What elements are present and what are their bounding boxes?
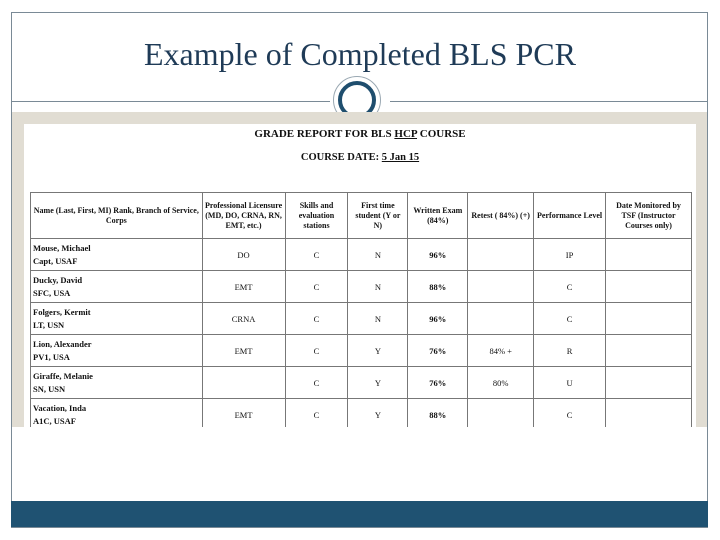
student-name: Mouse, Michael	[33, 242, 91, 253]
cell-written-exam: 76%	[408, 367, 468, 399]
cell-skills: C	[285, 367, 348, 399]
header-written-exam: Written Exam (84%)	[408, 193, 468, 239]
cell-date-monitored	[606, 239, 692, 271]
cell-name	[31, 399, 203, 428]
cell-written-exam: 88%	[408, 271, 468, 303]
cell-retest	[468, 399, 534, 428]
cell-licensure: CRNA	[202, 303, 285, 335]
grade-report-document	[24, 124, 696, 427]
table-row	[31, 271, 692, 303]
student-name: Lion, Alexander	[33, 338, 92, 349]
table-row	[31, 335, 692, 367]
cell-skills: C	[285, 271, 348, 303]
slide-title: Example of Completed BLS PCR	[144, 36, 576, 72]
cell-date-monitored	[606, 271, 692, 303]
grade-table	[30, 192, 692, 427]
cell-name	[31, 303, 203, 335]
cell-retest	[468, 303, 534, 335]
cell-name	[31, 271, 203, 303]
report-heading-hcp: HCP	[394, 128, 418, 140]
report-heading	[24, 128, 696, 140]
header-licensure: Professional Licensure (MD, DO, CRNA, RN, EMT, etc.)	[202, 193, 285, 239]
header-performance: Performance Level	[534, 193, 606, 239]
student-rank: LT, USN	[33, 319, 65, 330]
cell-date-monitored	[606, 335, 692, 367]
cell-retest	[468, 239, 534, 271]
course-date-value: 5 Jan 15	[381, 152, 420, 163]
student-rank: A1C, USAF	[33, 415, 76, 426]
student-name: Ducky, David	[33, 274, 83, 285]
student-rank: SFC, USA	[33, 287, 71, 298]
cell-first-time: N	[348, 239, 408, 271]
cell-name	[31, 335, 203, 367]
table-row	[31, 399, 692, 428]
header-name: Name (Last, First, MI) Rank, Branch of Service, Corps	[31, 193, 203, 239]
cell-skills: C	[285, 239, 348, 271]
table-row	[31, 303, 692, 335]
report-heading-prefix: GRADE REPORT FOR BLS	[254, 128, 395, 140]
cell-skills: C	[285, 399, 348, 428]
cell-first-time: Y	[348, 335, 408, 367]
cell-written-exam: 88%	[408, 399, 468, 428]
cell-retest	[468, 271, 534, 303]
cell-written-exam: 76%	[408, 335, 468, 367]
cell-written-exam: 96%	[408, 303, 468, 335]
table-header-row	[31, 193, 692, 239]
cell-name	[31, 367, 203, 399]
cell-retest: 84% +	[468, 335, 534, 367]
student-rank: PV1, USA	[33, 351, 70, 362]
cell-licensure: EMT	[202, 271, 285, 303]
student-rank: Capt, USAF	[33, 255, 78, 266]
student-name: Giraffe, Melanie	[33, 370, 93, 381]
cell-skills: C	[285, 303, 348, 335]
header-retest: Retest ( 84%) (+)	[468, 193, 534, 239]
cell-performance: U	[534, 367, 606, 399]
report-heading-suffix: COURSE	[417, 128, 466, 140]
course-date-line	[24, 152, 696, 163]
course-date-label: COURSE DATE:	[300, 152, 382, 163]
header-first-time: First time student (Y or N)	[348, 193, 408, 239]
cell-first-time: N	[348, 271, 408, 303]
cell-skills: C	[285, 335, 348, 367]
cell-date-monitored	[606, 367, 692, 399]
cell-retest: 80%	[468, 367, 534, 399]
cell-first-time: Y	[348, 367, 408, 399]
cell-written-exam: 96%	[408, 239, 468, 271]
cell-licensure: EMT	[202, 399, 285, 428]
cell-licensure: DO	[202, 239, 285, 271]
table-row	[31, 239, 692, 271]
header-skills: Skills and evaluation stations	[285, 193, 348, 239]
student-name: Folgers, Kermit	[33, 306, 91, 317]
student-rank: SN, USN	[33, 383, 66, 394]
cell-performance: R	[534, 335, 606, 367]
cell-performance: C	[534, 399, 606, 428]
table-row	[31, 367, 692, 399]
cell-performance: C	[534, 271, 606, 303]
footer-bar	[11, 501, 708, 527]
cell-first-time: Y	[348, 399, 408, 428]
cell-date-monitored	[606, 303, 692, 335]
cell-licensure: EMT	[202, 335, 285, 367]
cell-date-monitored	[606, 399, 692, 428]
cell-performance: IP	[534, 239, 606, 271]
cell-licensure	[202, 367, 285, 399]
cell-performance: C	[534, 303, 606, 335]
cell-first-time: N	[348, 303, 408, 335]
student-name: Vacation, Inda	[33, 402, 87, 413]
cell-name	[31, 239, 203, 271]
header-date-monitored: Date Monitored by TSF (Instructor Courses only)	[606, 193, 692, 239]
